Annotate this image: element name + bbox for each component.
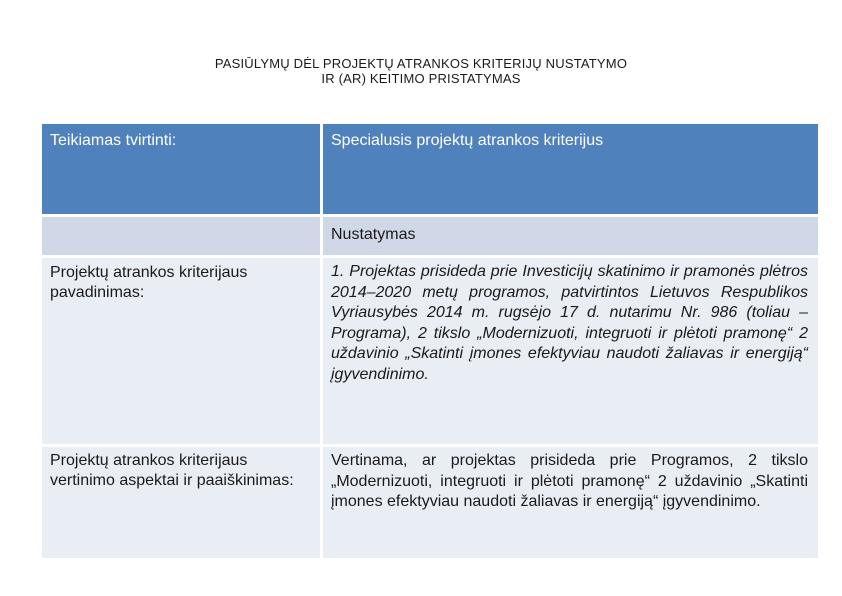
row-1-text-cell — [323, 258, 818, 444]
row-1-label: Projektų atrankos kriterijaus pavadinimas: — [50, 264, 248, 301]
row-2-text-cell — [323, 447, 818, 558]
header-left-label: Teikiamas tvirtinti: — [50, 132, 177, 149]
row-1-label-cell — [42, 258, 320, 444]
row-2-label: Projektų atrankos kriterijaus vertinimo aspektai ir paaiškinimas: — [50, 452, 294, 489]
header-cell-left — [42, 124, 320, 214]
criteria-table — [42, 124, 818, 558]
row-2-label-cell — [42, 447, 320, 558]
document-title-line-1: PASIŪLYMŲ DĖL PROJEKTŲ ATRANKOS KRITERIJŲ NUSTATYMO — [214, 56, 628, 71]
header-right-label: Specialusis projektų atrankos kriterijus — [331, 132, 604, 149]
header-cell-right — [323, 124, 818, 214]
band-cell-left — [42, 217, 320, 255]
document-title — [0, 56, 842, 86]
band-right-label: Nustatymas — [331, 226, 416, 243]
band-cell-right — [323, 217, 818, 255]
row-2-text: Vertinama, ar projektas prisideda prie Programos, 2 tikslo „Modernizuoti, integruoti ir plėtoti pramonę“ 2 uždavinio „Skatinti įmones efektyviau naudoti žaliavas ir energiją“ įgyvendinimo. — [331, 452, 808, 510]
document-title-line-2: IR (AR) KEITIMO PRISTATYMAS — [321, 71, 521, 86]
row-1-text: 1. Projektas prisideda prie Investicijų skatinimo ir pramonės plėtros 2014–2020 metų programos, patvirtintos Lietuvos Respublikos Vyriausybės 2014 m. rugsėjo 17 d. nutarimu Nr. 986 (toliau – Programa), 2 tikslo „Modernizuoti, integruoti ir plėtoti pramonę“ 2 uždavinio „Skatinti įmones efektyviau naudoti žaliavas ir energiją“ įgyvendinimo. — [331, 263, 808, 383]
